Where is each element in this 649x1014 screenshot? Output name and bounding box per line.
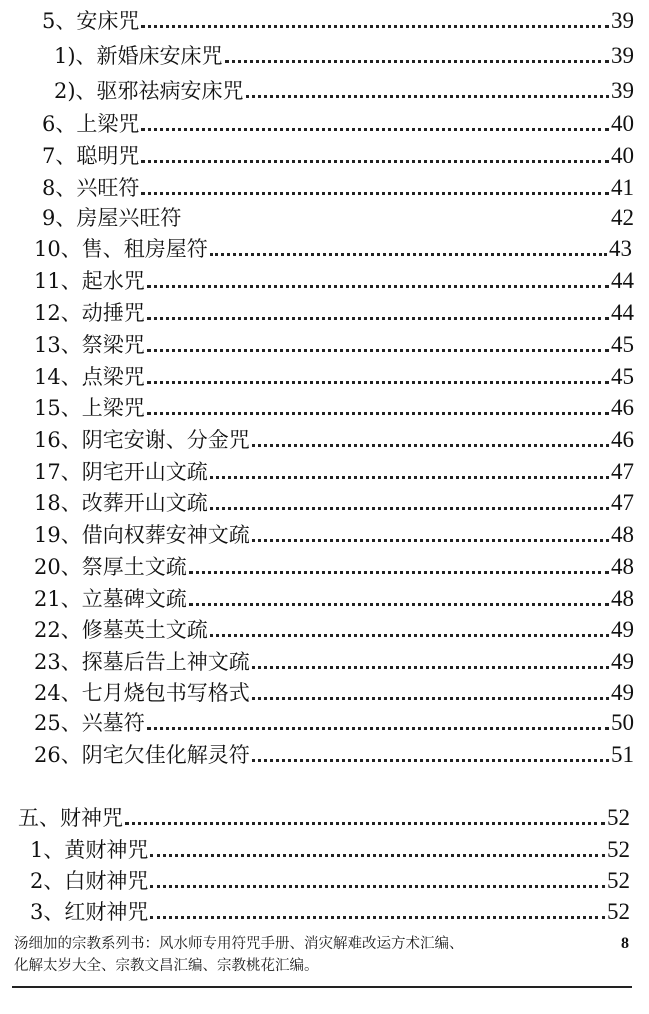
dot-leader <box>147 381 609 384</box>
toc-entry <box>34 708 634 738</box>
toc-entry <box>34 520 634 550</box>
toc-entry <box>30 866 630 896</box>
toc-entry-title: 8、兴旺符 <box>42 176 140 200</box>
toc-entry-title: 20、祭厚土文疏 <box>34 555 187 579</box>
toc-entry-page: 52 <box>607 899 630 924</box>
toc-entry-title: 26、阴宅欠佳化解灵符 <box>34 743 250 767</box>
dot-leader <box>210 253 607 256</box>
toc-entry-page: 49 <box>611 649 634 674</box>
toc-entry <box>34 552 634 582</box>
toc-entry <box>42 141 634 171</box>
dot-leader <box>125 822 605 825</box>
toc-entry-title: 13、祭梁咒 <box>34 333 145 357</box>
toc-entry-page: 52 <box>607 805 630 830</box>
toc-entry <box>34 425 634 455</box>
footer-line-2: 化解太岁大全、宗教文昌汇编、宗教桃花汇编。 <box>14 958 319 974</box>
toc-entry-page: 39 <box>611 43 634 68</box>
toc-entry-page: 46 <box>611 427 634 452</box>
dot-leader <box>141 128 609 131</box>
toc-entry-title: 18、改葬开山文疏 <box>34 491 208 515</box>
toc-entry-page: 39 <box>611 8 634 33</box>
toc-entry-title: 22、修墓英土文疏 <box>34 618 208 642</box>
toc-entry <box>42 6 634 36</box>
toc-entry <box>54 41 634 71</box>
toc-entry <box>42 173 634 203</box>
toc-entry <box>34 615 634 645</box>
toc-entry <box>34 740 634 770</box>
toc-entry <box>34 647 634 677</box>
page-footer <box>14 933 639 977</box>
toc-entry-page: 44 <box>611 300 634 325</box>
toc-entry-title: 24、七月烧包书写格式 <box>34 681 250 705</box>
dot-leader <box>246 95 609 98</box>
toc-entry-page: 49 <box>611 617 634 642</box>
toc-entry <box>42 203 634 233</box>
toc-entry-title: 21、立墓碑文疏 <box>34 587 187 611</box>
toc-entry-page: 42 <box>611 205 634 230</box>
dot-leader <box>147 317 609 320</box>
dot-leader <box>147 349 609 352</box>
toc-entry-title: 1、黄财神咒 <box>30 838 149 862</box>
toc-entry-page: 49 <box>611 680 634 705</box>
dot-leader <box>210 507 609 510</box>
toc-entry-title: 11、起水咒 <box>34 269 145 293</box>
toc-entry <box>34 393 634 423</box>
toc-entry <box>34 330 634 360</box>
toc-entry-title: 23、探墓后告上神文疏 <box>34 650 250 674</box>
dot-leader <box>150 885 605 888</box>
dot-leader <box>252 666 609 669</box>
toc-entry <box>34 488 634 518</box>
toc-entry-page: 40 <box>611 111 634 136</box>
toc-entry-title: 10、售、租房屋符 <box>34 237 208 261</box>
toc-entry-page: 40 <box>611 143 634 168</box>
toc-entry <box>34 678 634 708</box>
toc-entry-title: 2)、驱邪祛病安床咒 <box>54 79 244 103</box>
toc-entry-page: 44 <box>611 268 634 293</box>
toc-entry <box>42 109 634 139</box>
toc-entry-title: 2、白财神咒 <box>30 869 149 893</box>
dot-leader <box>252 539 609 542</box>
dot-leader <box>252 759 609 762</box>
toc-entry-page: 41 <box>611 175 634 200</box>
toc-entry <box>34 266 634 296</box>
dot-leader <box>150 854 605 857</box>
toc-entry-title: 14、点梁咒 <box>34 365 145 389</box>
dot-leader <box>147 412 609 415</box>
dot-leader <box>147 727 609 730</box>
toc-entry-title: 6、上梁咒 <box>42 112 140 136</box>
toc-entry-title: 16、阴宅安谢、分金咒 <box>34 428 250 452</box>
toc-entry <box>34 234 632 264</box>
toc-entry-page: 46 <box>611 395 634 420</box>
toc-entry-page: 48 <box>611 522 634 547</box>
dot-leader <box>141 192 609 195</box>
toc-entry <box>34 457 634 487</box>
toc-entry-page: 47 <box>611 490 634 515</box>
toc-entry-title: 1)、新婚床安床咒 <box>54 44 223 68</box>
dot-leader <box>225 60 609 63</box>
toc-entry-title: 7、聪明咒 <box>42 144 140 168</box>
toc-entry-title: 12、动捶咒 <box>34 301 145 325</box>
toc-entry <box>54 76 634 106</box>
dot-leader <box>210 634 609 637</box>
toc-entry-title: 19、借向权葬安神文疏 <box>34 523 250 547</box>
toc-entry-page: 52 <box>607 868 630 893</box>
dot-leader <box>189 603 609 606</box>
toc-entry-page: 45 <box>611 332 634 357</box>
toc-entry-title: 3、红财神咒 <box>30 900 149 924</box>
toc-entry <box>30 897 630 927</box>
toc-entry-page: 48 <box>611 586 634 611</box>
toc-entry-page: 51 <box>611 742 634 767</box>
toc-entry-page: 50 <box>611 710 634 735</box>
toc-entry <box>30 835 630 865</box>
toc-entry-page: 47 <box>611 459 634 484</box>
toc-entry <box>34 362 634 392</box>
toc-entry-title: 17、阴宅开山文疏 <box>34 460 208 484</box>
toc-entry-page: 52 <box>607 837 630 862</box>
toc-entry-title: 9、房屋兴旺符 <box>42 206 182 230</box>
dot-leader <box>252 697 609 700</box>
dot-leader <box>252 444 609 447</box>
toc-entry-page: 43 <box>609 236 632 261</box>
page-number: 8 <box>621 935 629 952</box>
toc-entry <box>34 584 634 614</box>
toc-entry-title: 五、财神咒 <box>18 806 123 830</box>
dot-leader <box>189 571 609 574</box>
dot-leader <box>147 285 609 288</box>
toc-entry-title: 25、兴墓符 <box>34 711 145 735</box>
toc-entry-page: 45 <box>611 364 634 389</box>
dot-leader <box>141 160 609 163</box>
footer-line-1: 汤细加的宗教系列书：风水师专用符咒手册、消灾解难改运方术汇编、 <box>14 936 464 952</box>
toc-entry-title: 15、上梁咒 <box>34 396 145 420</box>
toc-entry-title: 5、安床咒 <box>42 9 140 33</box>
toc-entry <box>34 298 634 328</box>
toc-entry-page: 39 <box>611 78 634 103</box>
dot-leader <box>150 916 605 919</box>
dot-leader <box>210 476 609 479</box>
footer-rule <box>12 986 632 988</box>
toc-entry-page: 48 <box>611 554 634 579</box>
dot-leader <box>141 25 609 28</box>
toc-section-heading <box>18 803 630 833</box>
